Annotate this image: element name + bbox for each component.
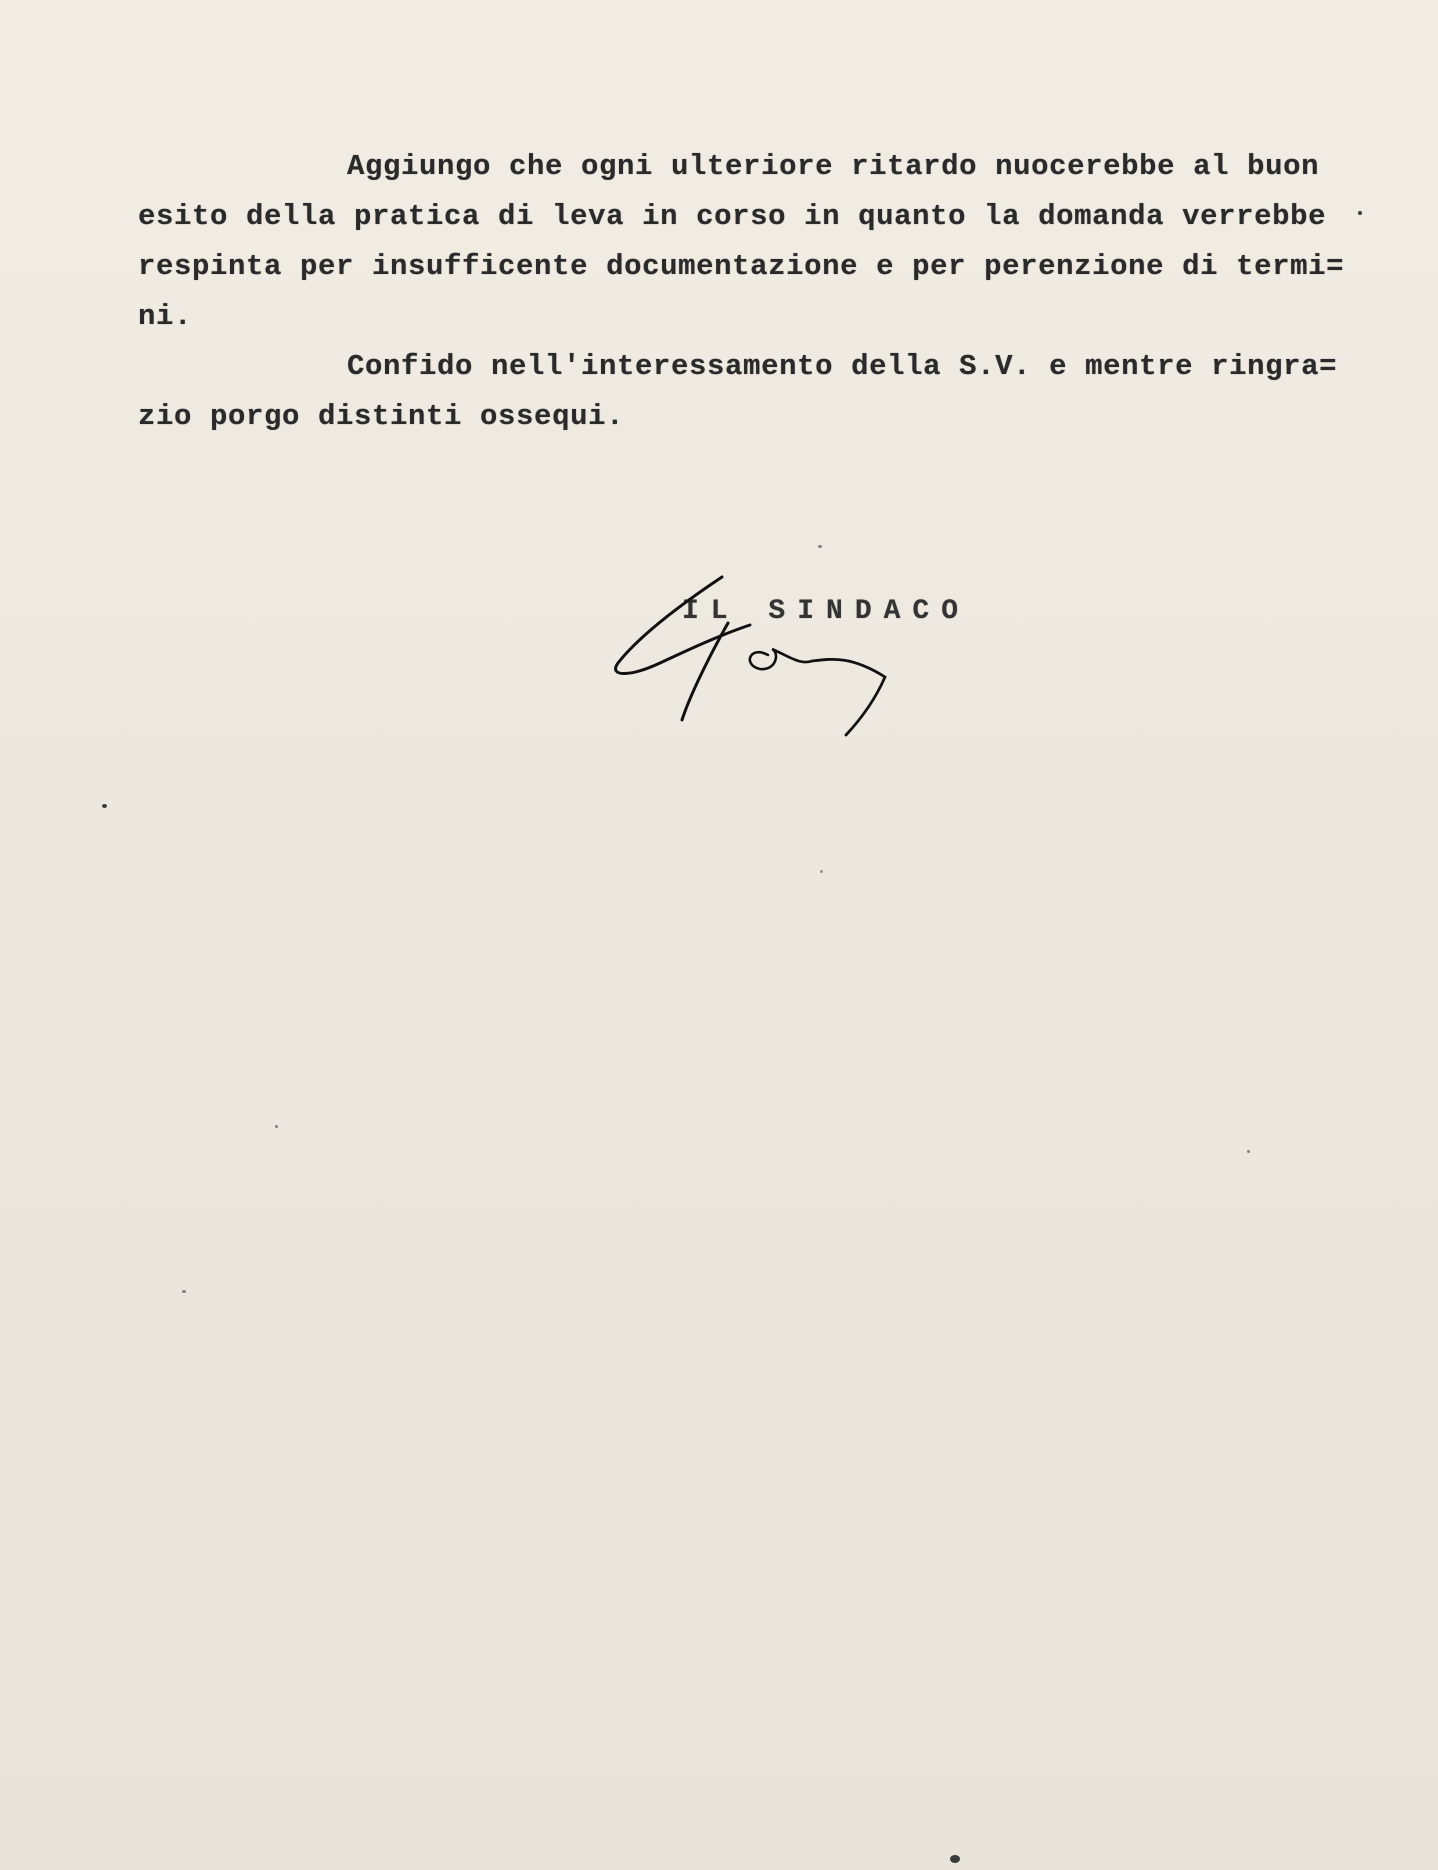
paper-speck [950,1855,960,1863]
paper-speck [818,545,822,548]
paper-speck [275,1125,278,1128]
handwritten-signature [600,565,920,755]
signatory-title: IL SINDACO [682,596,971,627]
paragraph-1-line-4: ni. [138,300,193,333]
paragraph-1-line-1: Aggiungo che ogni ulteriore ritardo nuocerebbe al buon [347,150,1320,183]
paper-speck [1358,211,1362,215]
paper-speck [820,870,823,873]
paper-speck [1247,1150,1250,1153]
paragraph-1-line-2: esito della pratica di leva in corso in quanto la domanda verrebbe [138,200,1327,233]
paragraph-1-line-3: respinta per insufficente documentazione e per perenzione di termi= [138,250,1345,283]
paragraph-2-line-1: Confido nell'interessamento della S.V. e mentre ringra= [347,350,1338,383]
paper-speck [182,1290,186,1293]
paper-speck [102,804,107,808]
paragraph-2-line-2: zio porgo distinti ossequi. [138,400,625,433]
